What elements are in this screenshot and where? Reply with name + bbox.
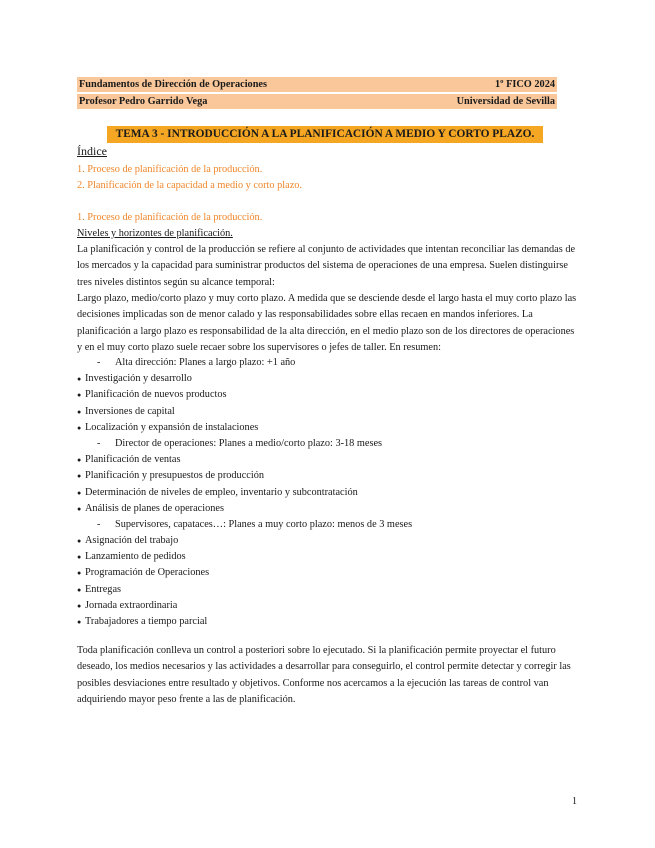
index-item-2[interactable]: 2. Planificación de la capacidad a medio y corto plazo. [77, 180, 303, 191]
university-name: Universidad de Sevilla [456, 96, 555, 107]
body-paragraph: Largo plazo, medio/corto plazo y muy corto plazo. A medida que se desciende desde el largo hasta el muy corto plazo las decisiones implicadas son de menor calado y las responsabilidades sobre ellas recaen en mandos inferiores. La planificación a largo plazo es responsabilidad de la alta dirección, en el medio plazo son de los directores de operaciones y en el muy corto plazo suele recaer sobre los supervisores o jefes de taller. En resumen: [77, 293, 577, 353]
list-item: ● Planificación y presupuestos de producción [77, 468, 412, 484]
list-item: ● Jornada extraordinaria [77, 598, 412, 614]
list-item: - Supervisores, capataces…: Planes a muy corto plazo: menos de 3 meses [77, 517, 412, 533]
index-heading: Índice [77, 144, 107, 158]
document-title: TEMA 3 - INTRODUCCIÓN A LA PLANIFICACIÓN A MEDIO Y CORTO PLAZO. [107, 126, 543, 143]
course-name: Fundamentos de Dirección de Operaciones [79, 79, 268, 90]
index-item-1[interactable]: 1. Proceso de planificación de la producción. [77, 164, 263, 175]
section-heading: 1. Proceso de planificación de la producción. [77, 212, 263, 223]
list-item: ● Programación de Operaciones [77, 565, 412, 581]
section-subheading: Niveles y horizontes de planificación. [77, 228, 233, 239]
header-row-course [77, 77, 557, 92]
header-row-professor [77, 94, 557, 109]
list-item: ● Trabajadores a tiempo parcial [77, 614, 412, 630]
page-number: 1 [572, 796, 577, 807]
list-item: ● Lanzamiento de pedidos [77, 549, 412, 565]
intro-paragraph: La planificación y control de la producción se refiere al conjunto de actividades que intentan reconciliar las demandas de los mercados y la capacidad para suministrar productos del sistema de operaciones de una empresa. Suelen distinguirse tres niveles distintos según su alcance temporal: [77, 244, 576, 288]
closing-paragraph: Toda planificación conlleva un control a posteriori sobre lo ejecutado. Si la planificación permite proyectar el futuro deseado, los medios necesarios y las actividades a desarrollar para conseguirlo, el control permite detectar y corregir las posibles desviaciones entre resultado y objetivos. Conforme nos acercamos a la ejecución las tareas de control van adquiriendo mayor peso frente a las de planificación. [77, 645, 571, 705]
planning-levels-list [77, 355, 412, 630]
list-item: ● Localización y expansión de instalaciones [77, 420, 412, 436]
list-item: ● Planificación de ventas [77, 452, 412, 468]
list-item: ● Planificación de nuevos productos [77, 387, 412, 403]
list-item: - Alta dirección: Planes a largo plazo: +1 año [77, 355, 412, 371]
professor-name: Profesor Pedro Garrido Vega [79, 96, 208, 107]
list-item: ● Entregas [77, 582, 412, 598]
list-item: ● Análisis de planes de operaciones [77, 501, 412, 517]
list-item: ● Determinación de niveles de empleo, inventario y subcontratación [77, 485, 412, 501]
list-item: ● Asignación del trabajo [77, 533, 412, 549]
course-term: 1º FICO 2024 [494, 79, 555, 90]
list-item: - Director de operaciones: Planes a medio/corto plazo: 3-18 meses [77, 436, 412, 452]
list-item: ● Investigación y desarrollo [77, 371, 412, 387]
list-item: ● Inversiones de capital [77, 404, 412, 420]
